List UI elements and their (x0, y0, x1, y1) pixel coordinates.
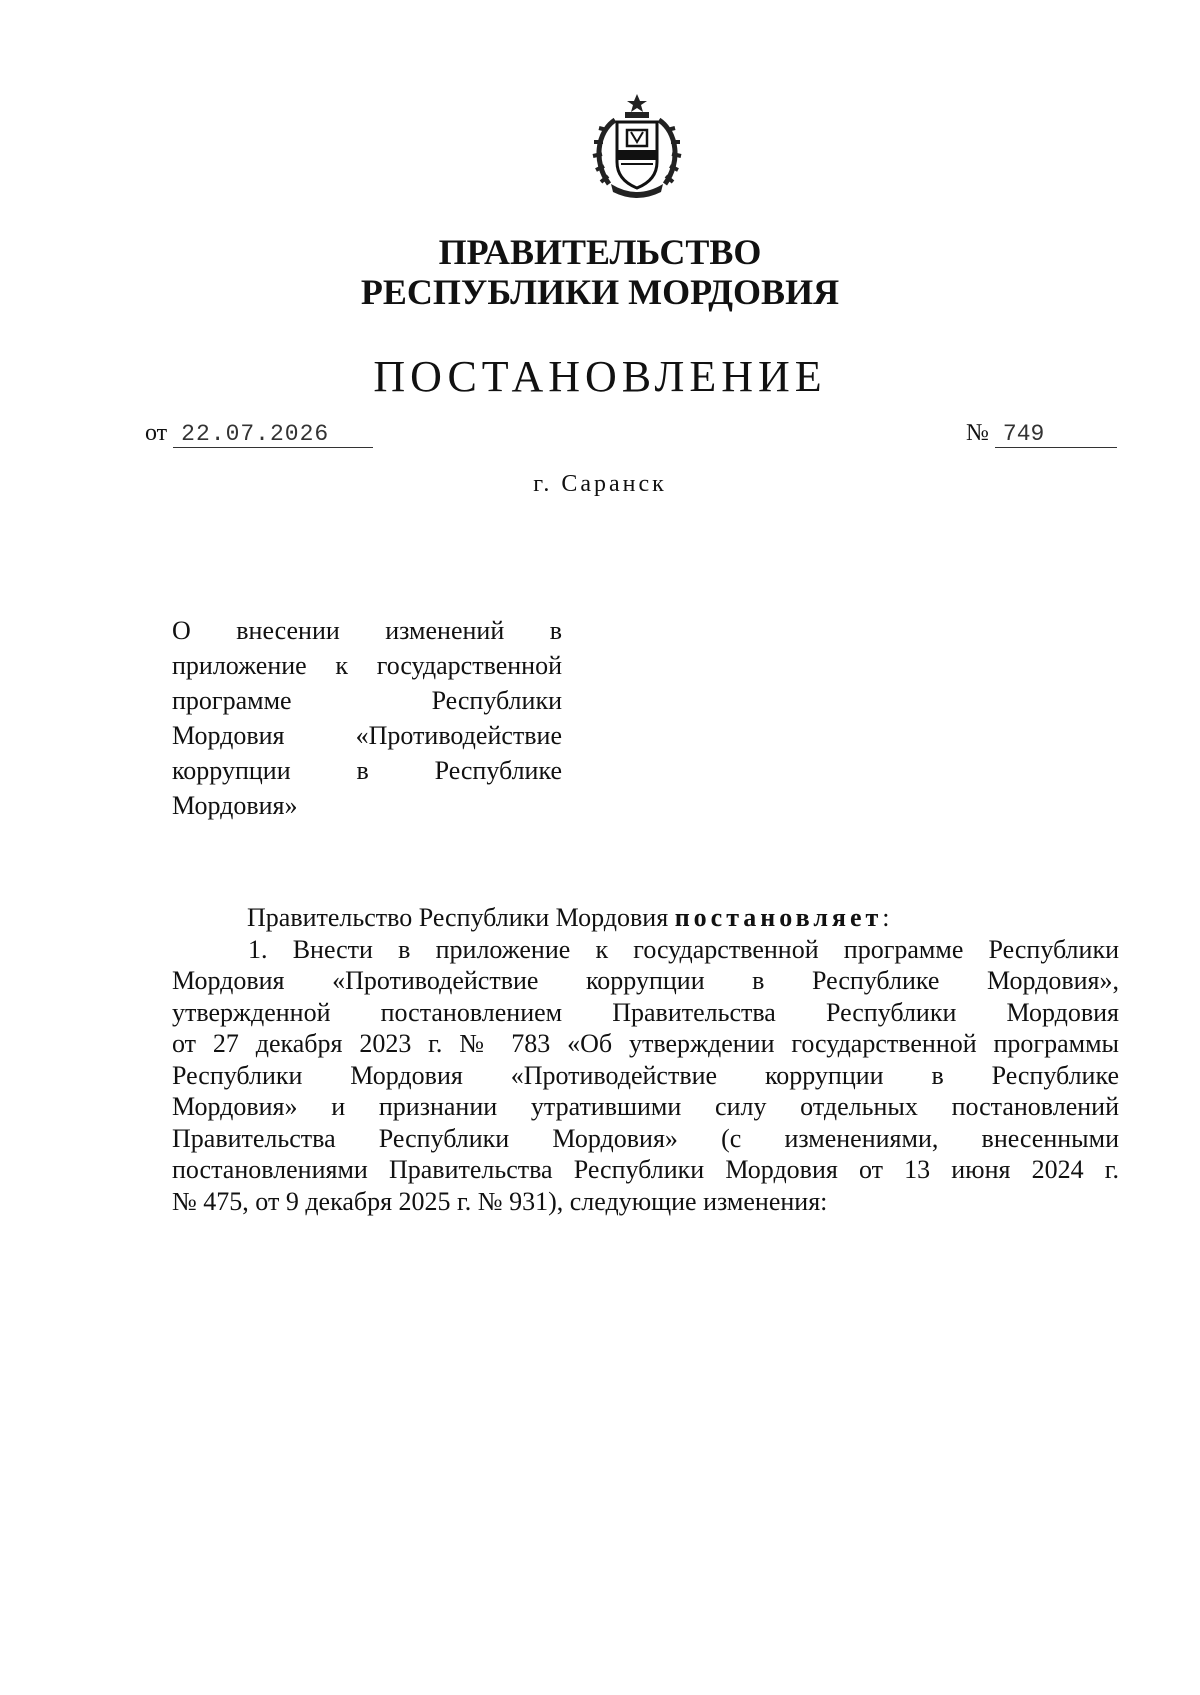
subject-line: Мордовия» (172, 791, 298, 820)
number-prefix: № (966, 420, 989, 446)
item1-line: Республики Мордовия «Противодействие коррупции в Республике (172, 1060, 1119, 1090)
subject-line: коррупции в Республике (172, 756, 562, 785)
preamble (172, 902, 1119, 934)
item1-line: Мордовия «Противодействие коррупции в Республике Мордовия», (172, 966, 1119, 995)
item1-line: от 27 декабря 2023 г. № 783 «Об утверждении государственной программы (172, 1029, 1119, 1058)
item1-line: № 475, от 9 декабря 2025 г. № 931), следующие изменения: (172, 1186, 828, 1216)
preamble-text: Правительство Республики Мордовия (247, 903, 675, 932)
number-row (966, 420, 1117, 448)
government-title-line1: ПРАВИТЕЛЬСТВО (438, 232, 762, 272)
government-title (0, 232, 1200, 312)
mordovia-coat-of-arms-icon (587, 92, 687, 202)
document-subject (172, 613, 562, 823)
item1-line: 1. Внести в приложение к государственной программе Республики (248, 934, 1119, 964)
number-value: 749 (995, 421, 1117, 448)
item1-line: Правительства Республики Мордовия» (с изменениями, внесенными (172, 1123, 1119, 1153)
subject-line: Мордовия «Противодействие (172, 721, 562, 750)
document-body (172, 902, 1119, 1217)
government-title-line2: РЕСПУБЛИКИ МОРДОВИЯ (360, 272, 840, 312)
date-value: 22.07.2026 (173, 421, 373, 448)
item1-line: Мордовия» и признании утратившими силу отдельных постановлений (172, 1092, 1119, 1121)
preamble-end: : (882, 903, 890, 932)
subject-line: О внесении изменений в (172, 616, 562, 645)
subject-line: программе Республики (172, 686, 562, 715)
subject-line: приложение к государственной (172, 651, 562, 680)
preamble-emphasis: постановляет (674, 903, 883, 932)
document-type: ПОСТАНОВЛЕНИЕ (373, 352, 827, 401)
item1-line: постановлениями Правительства Республики Мордовия от 13 июня 2024 г. (172, 1155, 1119, 1184)
date-prefix: от (145, 420, 168, 446)
date-row (145, 420, 373, 448)
item1-line: утвержденной постановлением Правительства Республики Мордовия (172, 997, 1119, 1027)
city: г. Саранск (533, 471, 667, 497)
